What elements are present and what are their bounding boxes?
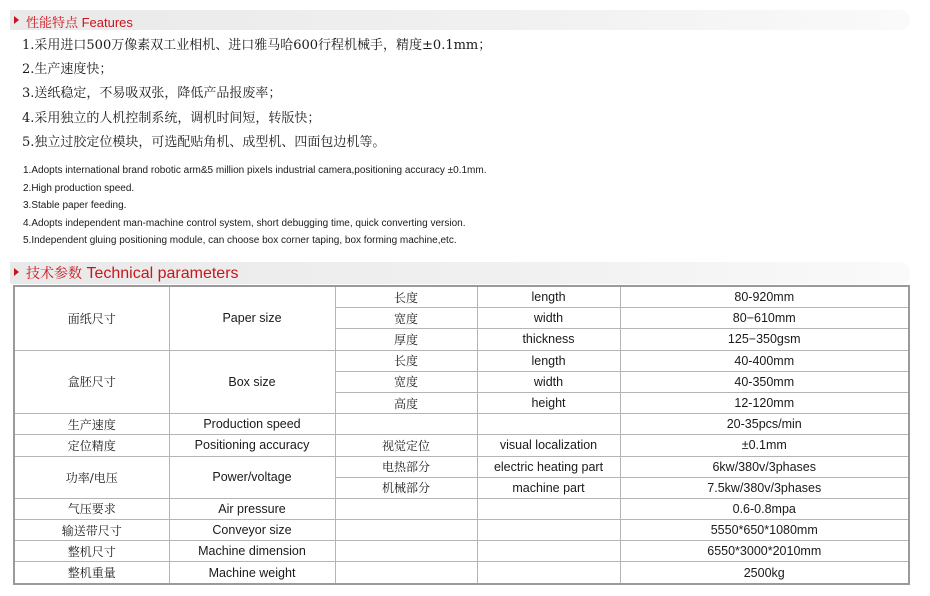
param-name-en: Machine weight (169, 562, 335, 584)
empty-cell (477, 414, 620, 435)
sub-param-en: width (477, 371, 620, 392)
param-value: 0.6-0.8mpa (620, 498, 909, 519)
technical-parameters-table (13, 285, 910, 585)
features-header-bar (10, 10, 910, 30)
red-arrow-marker-icon (14, 16, 19, 24)
param-name-en: Production speed (169, 414, 335, 435)
empty-cell (335, 541, 477, 562)
empty-cell (477, 541, 620, 562)
features-title: 性能特点 Features (26, 15, 133, 30)
param-name-cn: 整机重量 (14, 562, 169, 584)
param-value: 40-400mm (620, 350, 909, 371)
sub-param-cn: 电热部分 (335, 456, 477, 477)
feature-en-item: 3.Stable paper feeding. (23, 200, 127, 211)
table-row (14, 350, 909, 371)
features-cn-list (22, 34, 491, 155)
sub-param-en: visual localization (477, 435, 620, 456)
params-title-cn: 技术参数 (26, 265, 82, 281)
sub-param-en: width (477, 308, 620, 329)
table-row (14, 520, 909, 541)
param-name-en: Positioning accuracy (169, 435, 335, 456)
table-row (14, 286, 909, 308)
empty-cell (335, 414, 477, 435)
param-name-cn: 盒胚尺寸 (14, 350, 169, 414)
param-name-cn: 整机尺寸 (14, 541, 169, 562)
param-name-cn: 输送带尺寸 (14, 520, 169, 541)
feature-en-item: 2.High production speed. (23, 182, 135, 194)
param-value: 125−350gsm (620, 329, 909, 350)
table-row (14, 414, 909, 435)
feature-cn-item: 5.独立过胶定位模块，可选配贴角机、成型机、四面包边机等。 (22, 134, 386, 150)
param-value: 12-120mm (620, 392, 909, 413)
sub-param-cn: 视觉定位 (335, 435, 477, 456)
empty-cell (477, 498, 620, 519)
empty-cell (335, 520, 477, 541)
table-row (14, 541, 909, 562)
sub-param-cn: 高度 (335, 392, 477, 413)
param-value: 80−610mm (620, 308, 909, 329)
param-value: 20-35pcs/min (620, 414, 909, 435)
param-value: 2500kg (620, 562, 909, 584)
sub-param-en: length (477, 350, 620, 371)
param-name-en: Conveyor size (169, 520, 335, 541)
empty-cell (477, 520, 620, 541)
param-value: 6kw/380v/3phases (620, 456, 909, 477)
features-en-list (23, 162, 487, 250)
feature-en-item: 4.Adopts independent man-machine control system, short debugging time, quick converting version. (23, 217, 466, 229)
params-title-en: Technical parameters (86, 265, 239, 282)
param-value: 6550*3000*2010mm (620, 541, 909, 562)
param-value: ±0.1mm (620, 435, 909, 456)
feature-en-item: 5.Independent gluing positioning module, can choose box corner taping, box forming machine,etc. (23, 235, 457, 246)
feature-cn-item: 2.生产速度快； (22, 62, 113, 78)
sub-param-cn: 长度 (335, 286, 477, 308)
param-name-cn: 功率/电压 (14, 456, 169, 498)
red-arrow-marker-icon (14, 268, 19, 276)
table-row (14, 456, 909, 477)
param-name-en: Machine dimension (169, 541, 335, 562)
params-title (26, 263, 239, 283)
feature-cn-item: 1.采用进口500万像素双工业相机、进口雅马哈600行程机械手，精度±0.1mm； (22, 38, 492, 53)
param-name-cn: 定位精度 (14, 435, 169, 456)
sub-param-en: electric heating part (477, 456, 620, 477)
param-name-cn: 面纸尺寸 (14, 286, 169, 350)
empty-cell (477, 562, 620, 584)
sub-param-cn: 厚度 (335, 329, 477, 350)
sub-param-cn: 机械部分 (335, 477, 477, 498)
param-name-cn: 气压要求 (14, 498, 169, 519)
param-value: 80-920mm (620, 286, 909, 308)
param-value: 5550*650*1080mm (620, 520, 909, 541)
param-value: 40-350mm (620, 371, 909, 392)
sub-param-en: thickness (477, 329, 620, 350)
feature-cn-item: 3.送纸稳定，不易吸双张，降低产品报废率； (22, 86, 282, 102)
param-name-en: Paper size (169, 286, 335, 350)
sub-param-cn: 宽度 (335, 308, 477, 329)
sub-param-en: machine part (477, 477, 620, 498)
feature-en-item: 1.Adopts international brand robotic arm&5 million pixels industrial camera,positioning accuracy ±0.1mm. (23, 165, 487, 176)
param-value: 7.5kw/380v/3phases (620, 477, 909, 498)
empty-cell (335, 498, 477, 519)
empty-cell (335, 562, 477, 584)
sub-param-cn: 长度 (335, 350, 477, 371)
param-name-en: Power/voltage (169, 456, 335, 498)
table-row (14, 435, 909, 456)
table-row (14, 562, 909, 584)
param-name-en: Air pressure (169, 498, 335, 519)
feature-cn-item: 4.采用独立的人机控制系统，调机时间短，转版快； (22, 110, 321, 126)
param-name-cn: 生产速度 (14, 414, 169, 435)
table-row (14, 498, 909, 519)
sub-param-en: length (477, 286, 620, 308)
param-name-en: Box size (169, 350, 335, 414)
sub-param-en: height (477, 392, 620, 413)
sub-param-cn: 宽度 (335, 371, 477, 392)
